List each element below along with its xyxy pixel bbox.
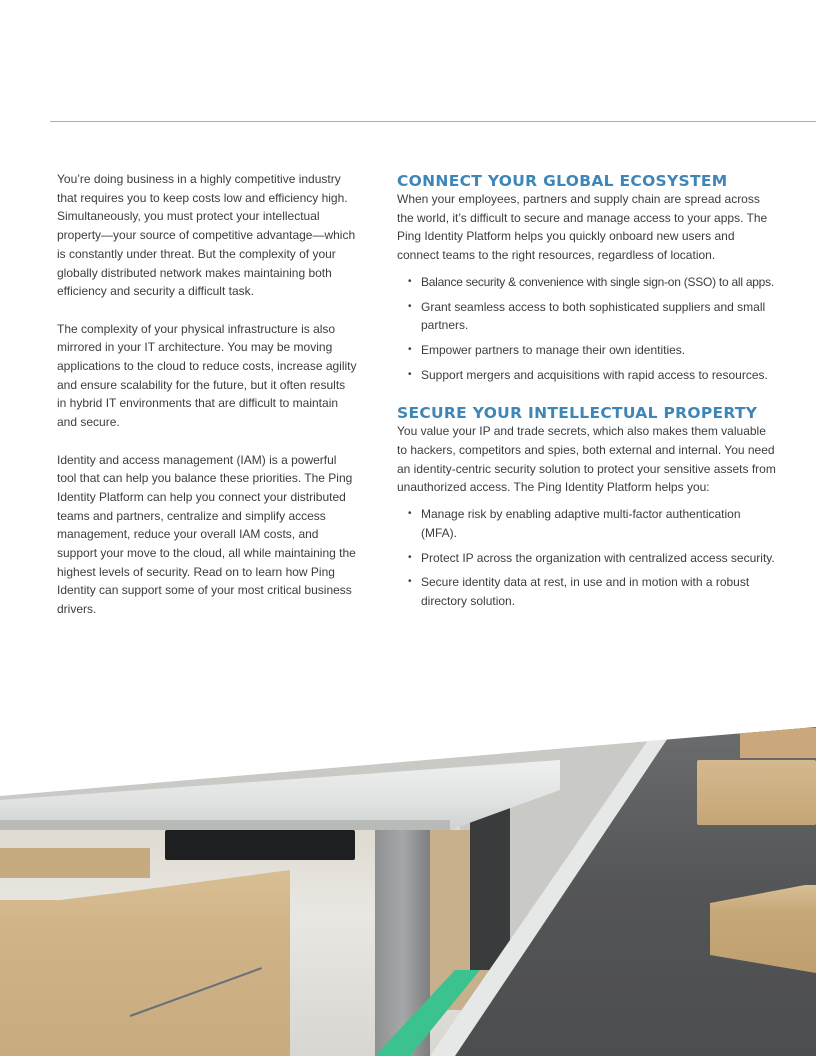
list-item: • Manage risk by enabling adaptive multi-factor authentication (MFA). <box>408 507 741 540</box>
section-heading: CONNECT YOUR GLOBAL ECOSYSTEM <box>397 172 728 190</box>
bullet-icon: • <box>408 576 412 588</box>
section-body: You value your IP and trade secrets, which also makes them valuable to hackers, competitors and spies, both external and internal. You need an identity-centric security solution to protect your sensitive assets from unauthorized access. The Ping Identity Platform helps you: <box>397 424 776 495</box>
list-item: • Support mergers and acquisitions with rapid access to resources. <box>397 366 777 385</box>
intro-column <box>57 170 357 638</box>
bullet-icon: • <box>408 508 412 520</box>
list-item: • Protect IP across the organization with centralized access security. <box>397 549 777 568</box>
bullet-list <box>397 505 777 611</box>
intro-paragraph-2: The complexity of your physical infrastructure is also mirrored in your IT architecture. You may be moving applications to the cloud to reduce costs, increase agility and ensure scalability for the future, but it often results in hybrid IT environments that are difficult to maintain and secure. <box>57 321 357 430</box>
bullet-icon: • <box>408 551 412 563</box>
section-heading: SECURE YOUR INTELLECTUAL PROPERTY <box>397 404 758 423</box>
bullet-icon: • <box>408 368 412 380</box>
photo-box-flap <box>0 848 150 878</box>
list-item: • Grant seamless access to both sophisticated suppliers and small partners. <box>408 299 766 333</box>
list-item: • Balance security & convenience with single sign-on (SSO) to all apps. <box>397 273 777 292</box>
section-secure-ip <box>397 404 777 610</box>
bullet-icon: • <box>408 300 412 312</box>
intro-paragraph-3: Identity and access management (IAM) is a powerful tool that can help you balance these priorities. The Ping Identity Platform can help you connect your distributed teams and partners, centralize and simplify access management, reduce your overall IAM costs, and support your move to the cloud, all while maintaining the highest levels of security. Read on to learn how Ping Identity can support some of your most critical business drivers. <box>57 452 356 617</box>
section-connect-ecosystem <box>397 172 777 384</box>
bullet-icon: • <box>408 275 412 287</box>
photo-desk-edge <box>0 820 450 830</box>
header-divider-rule <box>50 121 816 122</box>
warehouse-photo <box>0 720 816 1056</box>
photo-far-box <box>740 728 816 758</box>
benefits-column <box>397 172 777 617</box>
list-item: • Empower partners to manage their own identities. <box>397 341 777 360</box>
intro-paragraph-1: You’re doing business in a highly competitive industry that requires you to keep costs low and efficiency high. Simultaneously, you must protect your intellectual property—your source of competitive advantage—which is constantly under threat. But the complexity of your globally distributed network makes maintaining both efficiency and security a difficult task. <box>57 172 356 299</box>
photo-computer-unit <box>165 830 355 860</box>
section-body: When your employees, partners and supply chain are spread across the world, it’s difficult to secure and manage access to your apps. The Ping Identity Platform helps you quickly onboard new users and connect teams to the right resources, regardless of location. <box>397 192 768 263</box>
bullet-list <box>397 273 777 385</box>
photo-box-on-belt-upper <box>697 760 816 825</box>
bullet-icon: • <box>408 343 412 355</box>
list-item: • Secure identity data at rest, in use and in motion with a robust directory solution. <box>408 575 750 608</box>
